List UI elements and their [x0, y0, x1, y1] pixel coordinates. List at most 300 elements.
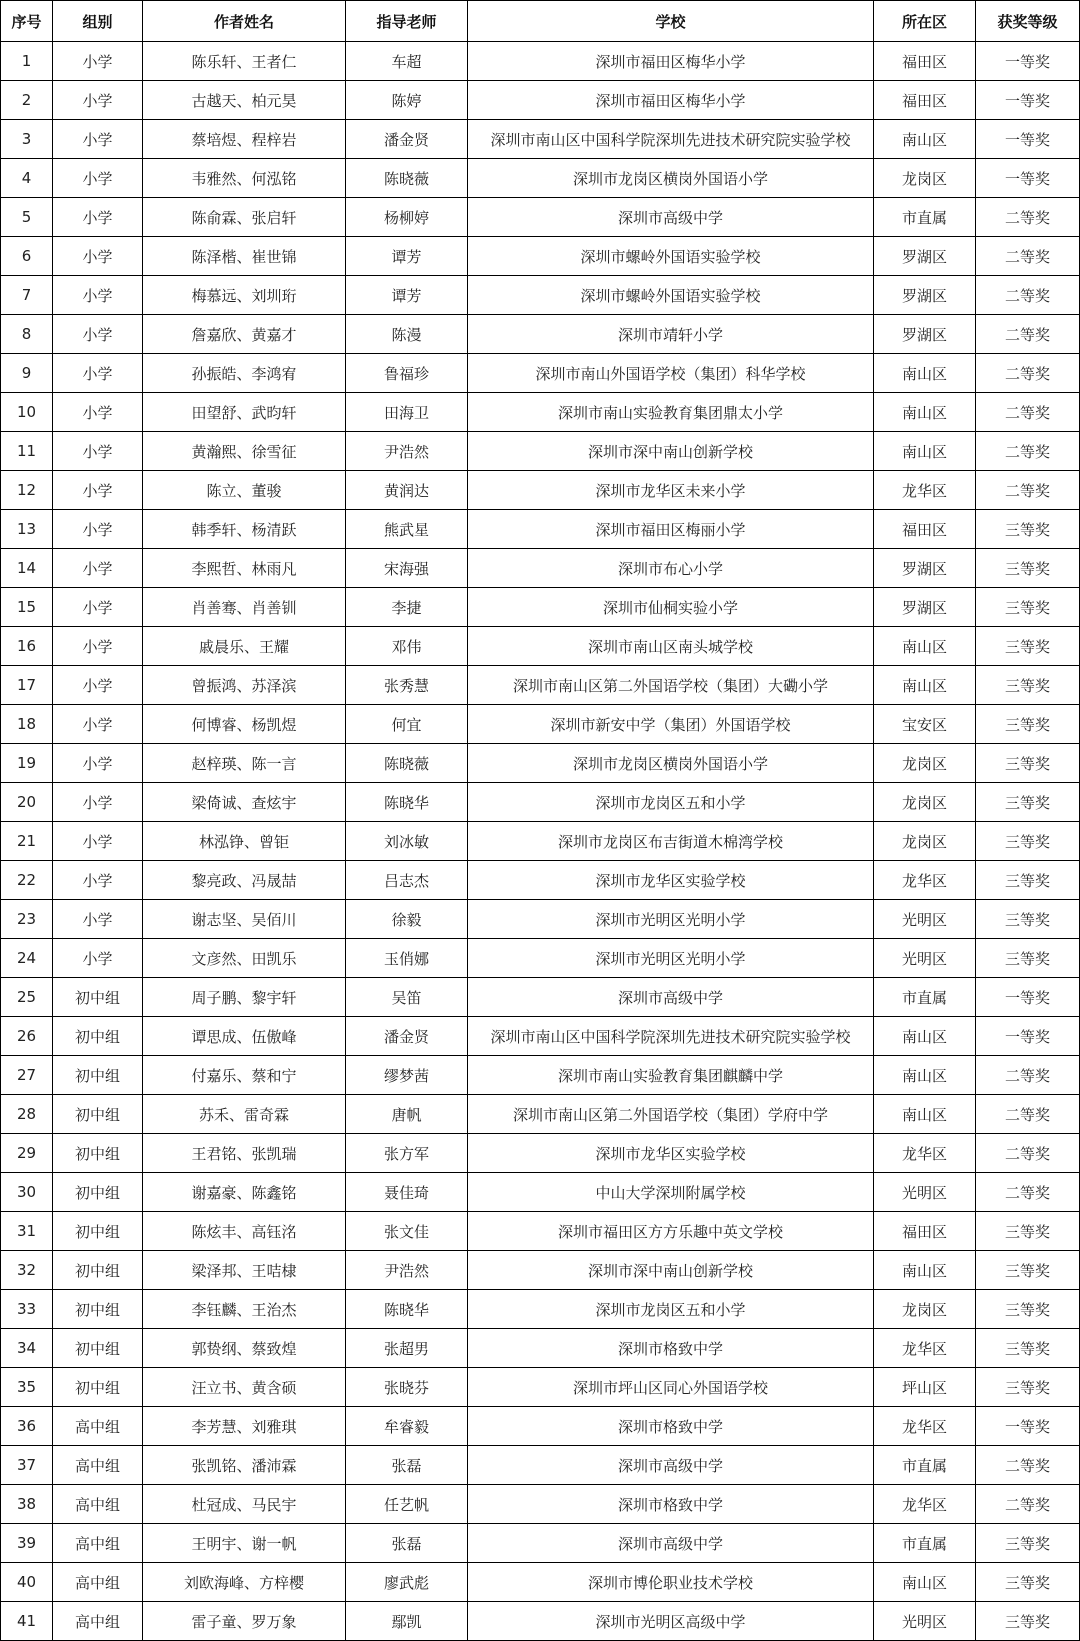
table-row	[1, 1017, 1080, 1056]
cell-index: 36	[1, 1407, 53, 1446]
cell-advisor: 潘金贤	[346, 120, 468, 159]
cell-index: 9	[1, 354, 53, 393]
cell-group: 小学	[53, 159, 143, 198]
cell-group: 高中组	[53, 1563, 143, 1602]
cell-authors: 詹嘉欣、黄嘉才	[143, 315, 346, 354]
cell-authors: 李芳慧、刘雅琪	[143, 1407, 346, 1446]
cell-authors: 赵梓瑛、陈一言	[143, 744, 346, 783]
cell-authors: 田望舒、武昀轩	[143, 393, 346, 432]
table-row	[1, 939, 1080, 978]
cell-authors: 李熙哲、林雨凡	[143, 549, 346, 588]
cell-advisor: 谭芳	[346, 237, 468, 276]
cell-award: 三等奖	[976, 627, 1080, 666]
cell-advisor: 李捷	[346, 588, 468, 627]
cell-index: 7	[1, 276, 53, 315]
cell-district: 龙岗区	[874, 783, 976, 822]
cell-group: 小学	[53, 627, 143, 666]
cell-advisor: 车超	[346, 42, 468, 81]
cell-district: 市直属	[874, 198, 976, 237]
cell-district: 龙岗区	[874, 822, 976, 861]
cell-index: 37	[1, 1446, 53, 1485]
cell-district: 光明区	[874, 1173, 976, 1212]
cell-district: 龙华区	[874, 1329, 976, 1368]
cell-group: 小学	[53, 315, 143, 354]
cell-index: 38	[1, 1485, 53, 1524]
cell-district: 南山区	[874, 1056, 976, 1095]
cell-district: 龙岗区	[874, 1290, 976, 1329]
cell-award: 二等奖	[976, 198, 1080, 237]
cell-authors: 付嘉乐、蔡和宁	[143, 1056, 346, 1095]
header-row	[1, 1, 1080, 42]
cell-group: 高中组	[53, 1524, 143, 1563]
cell-index: 6	[1, 237, 53, 276]
header-district: 所在区	[874, 1, 976, 42]
cell-award: 一等奖	[976, 42, 1080, 81]
table-row	[1, 276, 1080, 315]
cell-award: 二等奖	[976, 276, 1080, 315]
cell-award: 三等奖	[976, 744, 1080, 783]
cell-advisor: 张秀慧	[346, 666, 468, 705]
cell-index: 28	[1, 1095, 53, 1134]
cell-authors: 李钰麟、王治杰	[143, 1290, 346, 1329]
cell-district: 龙华区	[874, 1134, 976, 1173]
cell-advisor: 熊武星	[346, 510, 468, 549]
cell-index: 32	[1, 1251, 53, 1290]
cell-group: 小学	[53, 588, 143, 627]
cell-group: 初中组	[53, 1095, 143, 1134]
table-row	[1, 237, 1080, 276]
table-row	[1, 1368, 1080, 1407]
cell-index: 39	[1, 1524, 53, 1563]
cell-school: 深圳市高级中学	[468, 1446, 874, 1485]
cell-advisor: 杨柳婷	[346, 198, 468, 237]
cell-group: 小学	[53, 237, 143, 276]
cell-advisor: 玉俏娜	[346, 939, 468, 978]
cell-award: 二等奖	[976, 432, 1080, 471]
cell-authors: 曾振鸿、苏泽滨	[143, 666, 346, 705]
cell-authors: 肖善骞、肖善钏	[143, 588, 346, 627]
cell-district: 光明区	[874, 939, 976, 978]
cell-index: 14	[1, 549, 53, 588]
header-school: 学校	[468, 1, 874, 42]
cell-award: 二等奖	[976, 1095, 1080, 1134]
cell-advisor: 张磊	[346, 1446, 468, 1485]
cell-award: 三等奖	[976, 1368, 1080, 1407]
cell-award: 三等奖	[976, 1290, 1080, 1329]
cell-index: 21	[1, 822, 53, 861]
cell-advisor: 潘金贤	[346, 1017, 468, 1056]
table-row	[1, 861, 1080, 900]
cell-advisor: 吕志杰	[346, 861, 468, 900]
cell-index: 31	[1, 1212, 53, 1251]
cell-group: 初中组	[53, 1251, 143, 1290]
cell-award: 二等奖	[976, 393, 1080, 432]
cell-school: 深圳市光明区光明小学	[468, 900, 874, 939]
cell-award: 三等奖	[976, 1563, 1080, 1602]
table-row	[1, 1563, 1080, 1602]
cell-group: 小学	[53, 861, 143, 900]
cell-award: 三等奖	[976, 588, 1080, 627]
cell-school: 深圳市南山区第二外国语学校（集团）大磡小学	[468, 666, 874, 705]
cell-advisor: 陈晓薇	[346, 159, 468, 198]
cell-index: 27	[1, 1056, 53, 1095]
table-row	[1, 705, 1080, 744]
cell-school: 深圳市螺岭外国语实验学校	[468, 276, 874, 315]
cell-school: 深圳市龙华区未来小学	[468, 471, 874, 510]
table-row	[1, 1134, 1080, 1173]
cell-district: 南山区	[874, 666, 976, 705]
cell-school: 深圳市福田区方方乐趣中英文学校	[468, 1212, 874, 1251]
cell-index: 17	[1, 666, 53, 705]
cell-index: 33	[1, 1290, 53, 1329]
cell-group: 小学	[53, 705, 143, 744]
cell-district: 福田区	[874, 42, 976, 81]
cell-group: 小学	[53, 432, 143, 471]
cell-school: 深圳市南山外国语学校（集团）科华学校	[468, 354, 874, 393]
cell-authors: 刘欧海峰、方梓樱	[143, 1563, 346, 1602]
cell-school: 深圳市龙岗区五和小学	[468, 1290, 874, 1329]
cell-advisor: 陈婷	[346, 81, 468, 120]
cell-district: 龙岗区	[874, 159, 976, 198]
table-row	[1, 198, 1080, 237]
cell-award: 一等奖	[976, 978, 1080, 1017]
cell-authors: 黎亮政、冯晟喆	[143, 861, 346, 900]
cell-authors: 雷子童、罗万象	[143, 1602, 346, 1641]
cell-advisor: 尹浩然	[346, 432, 468, 471]
table-row	[1, 588, 1080, 627]
table-row	[1, 471, 1080, 510]
table-row	[1, 81, 1080, 120]
cell-group: 小学	[53, 822, 143, 861]
table-row	[1, 978, 1080, 1017]
cell-authors: 黄瀚熙、徐雪征	[143, 432, 346, 471]
cell-index: 1	[1, 42, 53, 81]
cell-district: 罗湖区	[874, 549, 976, 588]
cell-advisor: 谭芳	[346, 276, 468, 315]
cell-district: 南山区	[874, 120, 976, 159]
cell-authors: 张凯铭、潘沛霖	[143, 1446, 346, 1485]
cell-index: 16	[1, 627, 53, 666]
cell-district: 龙华区	[874, 861, 976, 900]
cell-index: 29	[1, 1134, 53, 1173]
cell-index: 8	[1, 315, 53, 354]
cell-group: 初中组	[53, 1290, 143, 1329]
table-row	[1, 42, 1080, 81]
cell-authors: 戚晨乐、王耀	[143, 627, 346, 666]
cell-group: 小学	[53, 354, 143, 393]
cell-group: 小学	[53, 510, 143, 549]
cell-school: 深圳市坪山区同心外国语学校	[468, 1368, 874, 1407]
cell-advisor: 任艺帆	[346, 1485, 468, 1524]
cell-group: 小学	[53, 42, 143, 81]
cell-school: 深圳市深中南山创新学校	[468, 432, 874, 471]
cell-award: 三等奖	[976, 1524, 1080, 1563]
cell-award: 二等奖	[976, 1173, 1080, 1212]
cell-authors: 杜冠成、马民宇	[143, 1485, 346, 1524]
table-row	[1, 1212, 1080, 1251]
cell-index: 12	[1, 471, 53, 510]
cell-group: 初中组	[53, 1134, 143, 1173]
cell-group: 小学	[53, 939, 143, 978]
cell-award: 三等奖	[976, 1251, 1080, 1290]
cell-school: 深圳市格致中学	[468, 1407, 874, 1446]
cell-index: 35	[1, 1368, 53, 1407]
cell-district: 罗湖区	[874, 588, 976, 627]
cell-district: 宝安区	[874, 705, 976, 744]
cell-school: 深圳市高级中学	[468, 198, 874, 237]
cell-group: 初中组	[53, 1017, 143, 1056]
cell-advisor: 张晓芬	[346, 1368, 468, 1407]
cell-authors: 孙振皓、李鸿宥	[143, 354, 346, 393]
cell-group: 小学	[53, 393, 143, 432]
cell-award: 二等奖	[976, 1446, 1080, 1485]
table-row	[1, 1290, 1080, 1329]
cell-authors: 谢嘉豪、陈鑫铭	[143, 1173, 346, 1212]
cell-group: 高中组	[53, 1602, 143, 1641]
cell-award: 三等奖	[976, 705, 1080, 744]
cell-school: 深圳市高级中学	[468, 978, 874, 1017]
cell-district: 市直属	[874, 1446, 976, 1485]
cell-authors: 陈炫丰、高钰洺	[143, 1212, 346, 1251]
cell-district: 南山区	[874, 1017, 976, 1056]
cell-advisor: 陈晓华	[346, 783, 468, 822]
cell-authors: 林泓铮、曾钜	[143, 822, 346, 861]
cell-district: 龙华区	[874, 1407, 976, 1446]
cell-district: 福田区	[874, 1212, 976, 1251]
cell-index: 18	[1, 705, 53, 744]
cell-authors: 郭贽纲、蔡致煌	[143, 1329, 346, 1368]
cell-index: 5	[1, 198, 53, 237]
cell-school: 深圳市布心小学	[468, 549, 874, 588]
cell-district: 罗湖区	[874, 276, 976, 315]
cell-district: 南山区	[874, 432, 976, 471]
table-row	[1, 1602, 1080, 1641]
cell-district: 坪山区	[874, 1368, 976, 1407]
cell-advisor: 何宜	[346, 705, 468, 744]
cell-school: 深圳市仙桐实验小学	[468, 588, 874, 627]
cell-school: 深圳市福田区梅丽小学	[468, 510, 874, 549]
cell-authors: 王君铭、张凯瑞	[143, 1134, 346, 1173]
cell-award: 三等奖	[976, 783, 1080, 822]
cell-district: 罗湖区	[874, 237, 976, 276]
cell-advisor: 鄢凯	[346, 1602, 468, 1641]
table-row	[1, 1446, 1080, 1485]
cell-award: 三等奖	[976, 666, 1080, 705]
cell-district: 龙华区	[874, 471, 976, 510]
cell-district: 罗湖区	[874, 315, 976, 354]
cell-authors: 何博睿、杨凯煜	[143, 705, 346, 744]
cell-index: 3	[1, 120, 53, 159]
cell-group: 小学	[53, 549, 143, 588]
cell-index: 15	[1, 588, 53, 627]
cell-authors: 梅慕远、刘圳珩	[143, 276, 346, 315]
cell-authors: 韦雅然、何泓铭	[143, 159, 346, 198]
table-row	[1, 315, 1080, 354]
cell-advisor: 张方军	[346, 1134, 468, 1173]
cell-school: 深圳市福田区梅华小学	[468, 81, 874, 120]
cell-advisor: 廖武彪	[346, 1563, 468, 1602]
cell-district: 市直属	[874, 1524, 976, 1563]
cell-school: 深圳市龙华区实验学校	[468, 861, 874, 900]
cell-award: 一等奖	[976, 1407, 1080, 1446]
cell-authors: 周子鹏、黎宇轩	[143, 978, 346, 1017]
cell-school: 中山大学深圳附属学校	[468, 1173, 874, 1212]
table-row	[1, 354, 1080, 393]
cell-school: 深圳市南山区中国科学院深圳先进技术研究院实验学校	[468, 120, 874, 159]
cell-award: 三等奖	[976, 900, 1080, 939]
table-row	[1, 1251, 1080, 1290]
cell-district: 龙岗区	[874, 744, 976, 783]
cell-authors: 韩季轩、杨清跃	[143, 510, 346, 549]
table-row	[1, 1056, 1080, 1095]
table-row	[1, 510, 1080, 549]
cell-advisor: 牟睿毅	[346, 1407, 468, 1446]
cell-index: 20	[1, 783, 53, 822]
cell-authors: 陈乐轩、王者仁	[143, 42, 346, 81]
cell-authors: 陈俞霖、张启轩	[143, 198, 346, 237]
cell-school: 深圳市龙华区实验学校	[468, 1134, 874, 1173]
cell-authors: 梁倚诚、查炫宇	[143, 783, 346, 822]
cell-index: 40	[1, 1563, 53, 1602]
cell-district: 南山区	[874, 354, 976, 393]
cell-authors: 汪立书、黄含硕	[143, 1368, 346, 1407]
cell-index: 41	[1, 1602, 53, 1641]
table-row	[1, 744, 1080, 783]
cell-authors: 苏禾、雷奇霖	[143, 1095, 346, 1134]
table-row	[1, 900, 1080, 939]
cell-school: 深圳市南山实验教育集团麒麟中学	[468, 1056, 874, 1095]
cell-award: 一等奖	[976, 159, 1080, 198]
cell-award: 三等奖	[976, 939, 1080, 978]
cell-authors: 谭思成、伍傲峰	[143, 1017, 346, 1056]
cell-school: 深圳市南山区南头城学校	[468, 627, 874, 666]
cell-index: 23	[1, 900, 53, 939]
cell-advisor: 陈晓薇	[346, 744, 468, 783]
cell-advisor: 唐帆	[346, 1095, 468, 1134]
cell-school: 深圳市光明区光明小学	[468, 939, 874, 978]
cell-advisor: 吴笛	[346, 978, 468, 1017]
cell-advisor: 聂佳琦	[346, 1173, 468, 1212]
cell-award: 三等奖	[976, 1329, 1080, 1368]
cell-award: 二等奖	[976, 1056, 1080, 1095]
table-row	[1, 159, 1080, 198]
cell-group: 高中组	[53, 1446, 143, 1485]
cell-group: 高中组	[53, 1407, 143, 1446]
cell-group: 初中组	[53, 1056, 143, 1095]
cell-school: 深圳市南山区第二外国语学校（集团）学府中学	[468, 1095, 874, 1134]
cell-index: 13	[1, 510, 53, 549]
cell-award: 三等奖	[976, 510, 1080, 549]
table-row	[1, 1329, 1080, 1368]
table-row	[1, 666, 1080, 705]
cell-school: 深圳市博伦职业技术学校	[468, 1563, 874, 1602]
cell-award: 二等奖	[976, 237, 1080, 276]
cell-district: 南山区	[874, 1095, 976, 1134]
cell-index: 25	[1, 978, 53, 1017]
cell-district: 光明区	[874, 900, 976, 939]
header-index: 序号	[1, 1, 53, 42]
cell-group: 初中组	[53, 978, 143, 1017]
cell-advisor: 张文佳	[346, 1212, 468, 1251]
cell-award: 三等奖	[976, 822, 1080, 861]
table-row	[1, 1407, 1080, 1446]
cell-advisor: 张超男	[346, 1329, 468, 1368]
cell-school: 深圳市南山区中国科学院深圳先进技术研究院实验学校	[468, 1017, 874, 1056]
cell-award: 二等奖	[976, 354, 1080, 393]
cell-advisor: 刘冰敏	[346, 822, 468, 861]
table-row	[1, 1173, 1080, 1212]
table-body	[1, 42, 1080, 1641]
cell-school: 深圳市靖轩小学	[468, 315, 874, 354]
cell-school: 深圳市光明区高级中学	[468, 1602, 874, 1641]
cell-award: 一等奖	[976, 81, 1080, 120]
cell-index: 19	[1, 744, 53, 783]
cell-index: 30	[1, 1173, 53, 1212]
cell-award: 三等奖	[976, 1212, 1080, 1251]
cell-authors: 陈立、董骏	[143, 471, 346, 510]
cell-school: 深圳市龙岗区横岗外国语小学	[468, 159, 874, 198]
table-row	[1, 432, 1080, 471]
table-row	[1, 1485, 1080, 1524]
cell-advisor: 鲁福珍	[346, 354, 468, 393]
cell-district: 福田区	[874, 510, 976, 549]
cell-award: 二等奖	[976, 471, 1080, 510]
cell-award: 一等奖	[976, 1017, 1080, 1056]
cell-district: 南山区	[874, 1251, 976, 1290]
cell-district: 光明区	[874, 1602, 976, 1641]
cell-group: 小学	[53, 900, 143, 939]
cell-school: 深圳市螺岭外国语实验学校	[468, 237, 874, 276]
cell-authors: 谢志坚、吴佰川	[143, 900, 346, 939]
cell-district: 南山区	[874, 1563, 976, 1602]
cell-school: 深圳市龙岗区五和小学	[468, 783, 874, 822]
cell-group: 小学	[53, 276, 143, 315]
cell-index: 24	[1, 939, 53, 978]
cell-group: 小学	[53, 198, 143, 237]
table-row	[1, 822, 1080, 861]
cell-authors: 文彦然、田凯乐	[143, 939, 346, 978]
cell-award: 三等奖	[976, 1602, 1080, 1641]
cell-authors: 梁泽邦、王咭棣	[143, 1251, 346, 1290]
cell-index: 10	[1, 393, 53, 432]
cell-advisor: 陈晓华	[346, 1290, 468, 1329]
cell-award: 一等奖	[976, 120, 1080, 159]
table-row	[1, 627, 1080, 666]
cell-award: 二等奖	[976, 1134, 1080, 1173]
cell-authors: 陈泽楷、崔世锦	[143, 237, 346, 276]
cell-group: 初中组	[53, 1368, 143, 1407]
cell-award: 三等奖	[976, 549, 1080, 588]
cell-group: 初中组	[53, 1329, 143, 1368]
header-advisor: 指导老师	[346, 1, 468, 42]
cell-district: 福田区	[874, 81, 976, 120]
cell-index: 4	[1, 159, 53, 198]
cell-advisor: 邓伟	[346, 627, 468, 666]
cell-advisor: 田海卫	[346, 393, 468, 432]
cell-advisor: 张磊	[346, 1524, 468, 1563]
cell-district: 南山区	[874, 627, 976, 666]
cell-group: 小学	[53, 471, 143, 510]
cell-district: 龙华区	[874, 1485, 976, 1524]
cell-school: 深圳市高级中学	[468, 1524, 874, 1563]
header-group: 组别	[53, 1, 143, 42]
cell-index: 2	[1, 81, 53, 120]
cell-group: 高中组	[53, 1485, 143, 1524]
cell-district: 市直属	[874, 978, 976, 1017]
cell-group: 初中组	[53, 1212, 143, 1251]
cell-school: 深圳市龙岗区布吉街道木棉湾学校	[468, 822, 874, 861]
header-award: 获奖等级	[976, 1, 1080, 42]
